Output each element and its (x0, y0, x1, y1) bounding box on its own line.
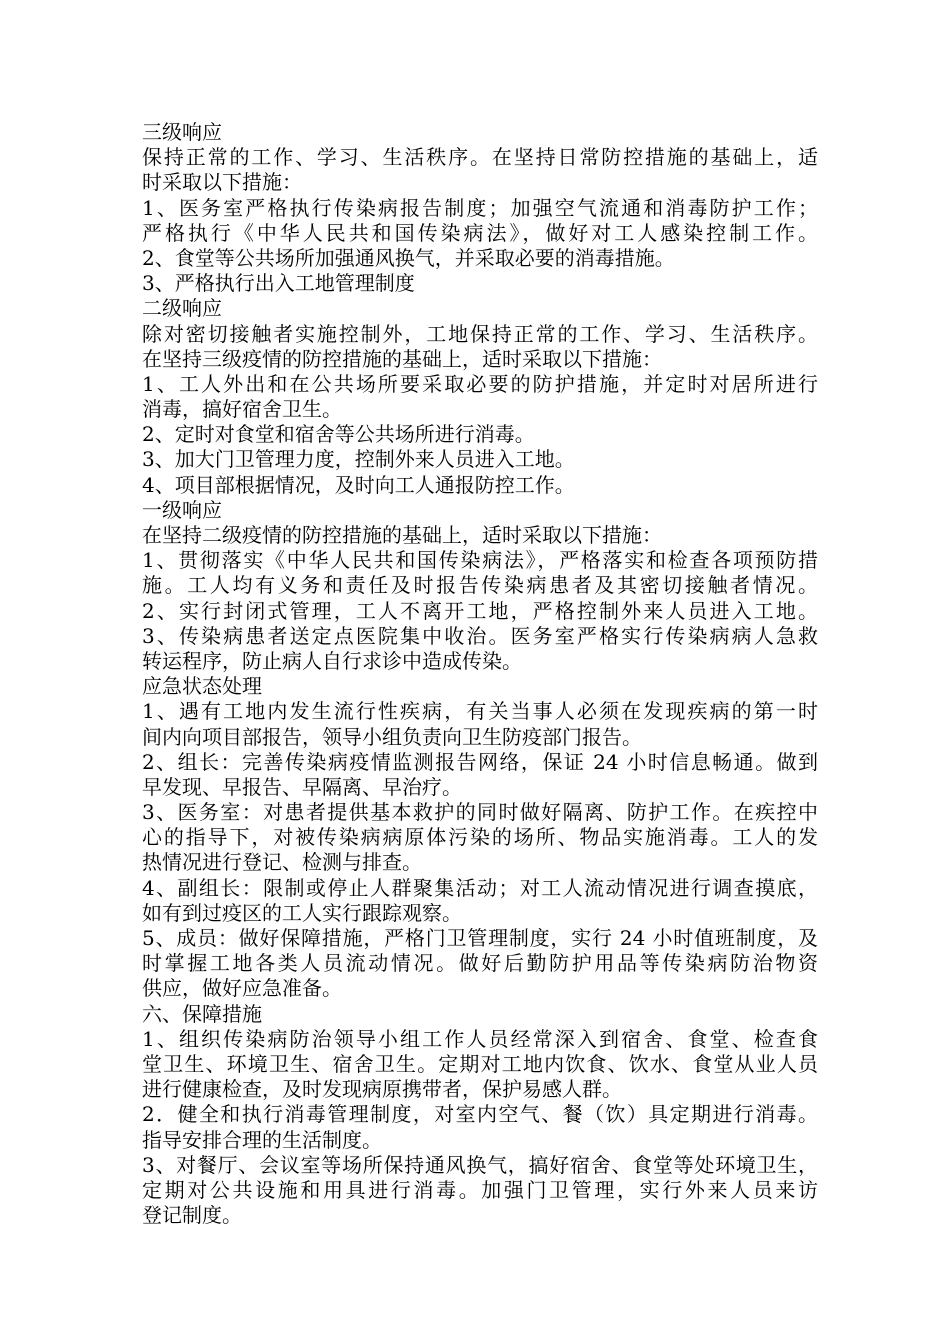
text-line: 在坚持三级疫情的防控措施的基础上，适时采取以下措施： (142, 346, 662, 371)
text-line: 在坚持二级疫情的防控措施的基础上，适时采取以下措施： (142, 523, 662, 547)
text-line: 1、医务室严格执行传染病报告制度；加强空气流通和消毒防护工作； (142, 195, 818, 220)
text-line: 消毒，搞好宿舍卫生。 (142, 397, 342, 422)
text-line: 一级响应 (142, 497, 222, 522)
document-body (142, 120, 818, 1228)
text-line: 除对密切接触者实施控制外，工地保持正常的工作、学习、生活秩序。 (142, 321, 818, 346)
text-line: 施。工人均有义务和责任及时报告传染病患者及其密切接触者情况。 (142, 573, 818, 598)
text-line: 3、传染病患者送定点医院集中收治。医务室严格实行传染病病人急救 (142, 623, 818, 648)
text-line: 2、食堂等公共场所加强通风换气，并采取必要的消毒措施。 (142, 245, 675, 270)
text-line: 2、组长：完善传染病疫情监测报告网络，保证 24 小时信息畅通。做到 (142, 749, 818, 774)
text-line: 指导安排合理的生活制度。 (142, 1127, 382, 1152)
text-line: 热情况进行登记、检测与排查。 (142, 850, 422, 875)
text-line: 定期对公共设施和用具进行消毒。加强门卫管理，实行外来人员来访 (142, 1177, 818, 1202)
text-line: 登记制度。 (142, 1203, 242, 1228)
text-line: 3、加大门卫管理力度，控制外来人员进入工地。 (142, 447, 575, 472)
text-line: 2．健全和执行消毒管理制度，对室内空气、餐（饮）具定期进行消毒。 (142, 1102, 818, 1127)
text-line: 5、成员：做好保障措施，严格门卫管理制度，实行 24 小时值班制度，及 (142, 926, 818, 950)
text-line: 保持正常的工作、学习、生活秩序。在坚持日常防控措施的基础上，适 (142, 145, 818, 170)
text-line: 三级响应 (142, 120, 222, 144)
text-line: 1、组织传染病防治领导小组工作人员经常深入到宿舍、食堂、检查食 (142, 1026, 818, 1051)
text-line: 早发现、早报告、早隔离、早治疗。 (142, 774, 462, 799)
text-line: 时采取以下措施： (142, 170, 302, 195)
text-line: 六、保障措施 (142, 1001, 262, 1026)
text-line: 心的指导下，对被传染病病原体污染的场所、物品实施消毒。工人的发 (142, 825, 818, 850)
text-line: 2、定时对食堂和宿舍等公共场所进行消毒。 (142, 422, 535, 447)
text-line: 3、严格执行出入工地管理制度 (142, 271, 415, 296)
text-line: 1、贯彻落实《中华人民共和国传染病法》，严格落实和检查各项预防措 (142, 548, 818, 573)
text-line: 4、副组长：限制或停止人群聚集活动；对工人流动情况进行调查摸底， (142, 875, 818, 900)
text-line: 1、工人外出和在公共场所要采取必要的防护措施，并定时对居所进行 (142, 371, 818, 396)
text-line: 严格执行《中华人民共和国传染病法》，做好对工人感染控制工作。 (142, 220, 818, 245)
text-line: 二级响应 (142, 296, 222, 321)
text-line: 3、医务室：对患者提供基本救护的同时做好隔离、防护工作。在疾控中 (142, 800, 818, 825)
text-line: 时掌握工地各类人员流动情况。做好后勤防护用品等传染病防治物资 (142, 951, 818, 976)
text-line: 2、实行封闭式管理，工人不离开工地，严格控制外来人员进入工地。 (142, 598, 818, 623)
text-line: 1、遇有工地内发生流行性疾病，有关当事人必须在发现疾病的第一时 (142, 699, 818, 724)
text-line: 进行健康检查，及时发现病原携带者，保护易感人群。 (142, 1077, 622, 1102)
text-line: 间内向项目部报告，领导小组负责向卫生防疫部门报告。 (142, 724, 642, 749)
text-line: 4、项目部根据情况，及时向工人通报防控工作。 (142, 472, 575, 497)
text-line: 3、对餐厅、会议室等场所保持通风换气，搞好宿舍、食堂等处环境卫生， (142, 1152, 818, 1177)
text-line: 供应，做好应急准备。 (142, 976, 342, 1001)
text-line: 堂卫生、环境卫生、宿舍卫生。定期对工地内饮食、饮水、食堂从业人员 (142, 1051, 818, 1076)
text-line: 转运程序，防止病人自行求诊中造成传染。 (142, 648, 522, 673)
text-line: 如有到过疫区的工人实行跟踪观察。 (142, 900, 462, 925)
text-line: 应急状态处理 (142, 674, 262, 699)
